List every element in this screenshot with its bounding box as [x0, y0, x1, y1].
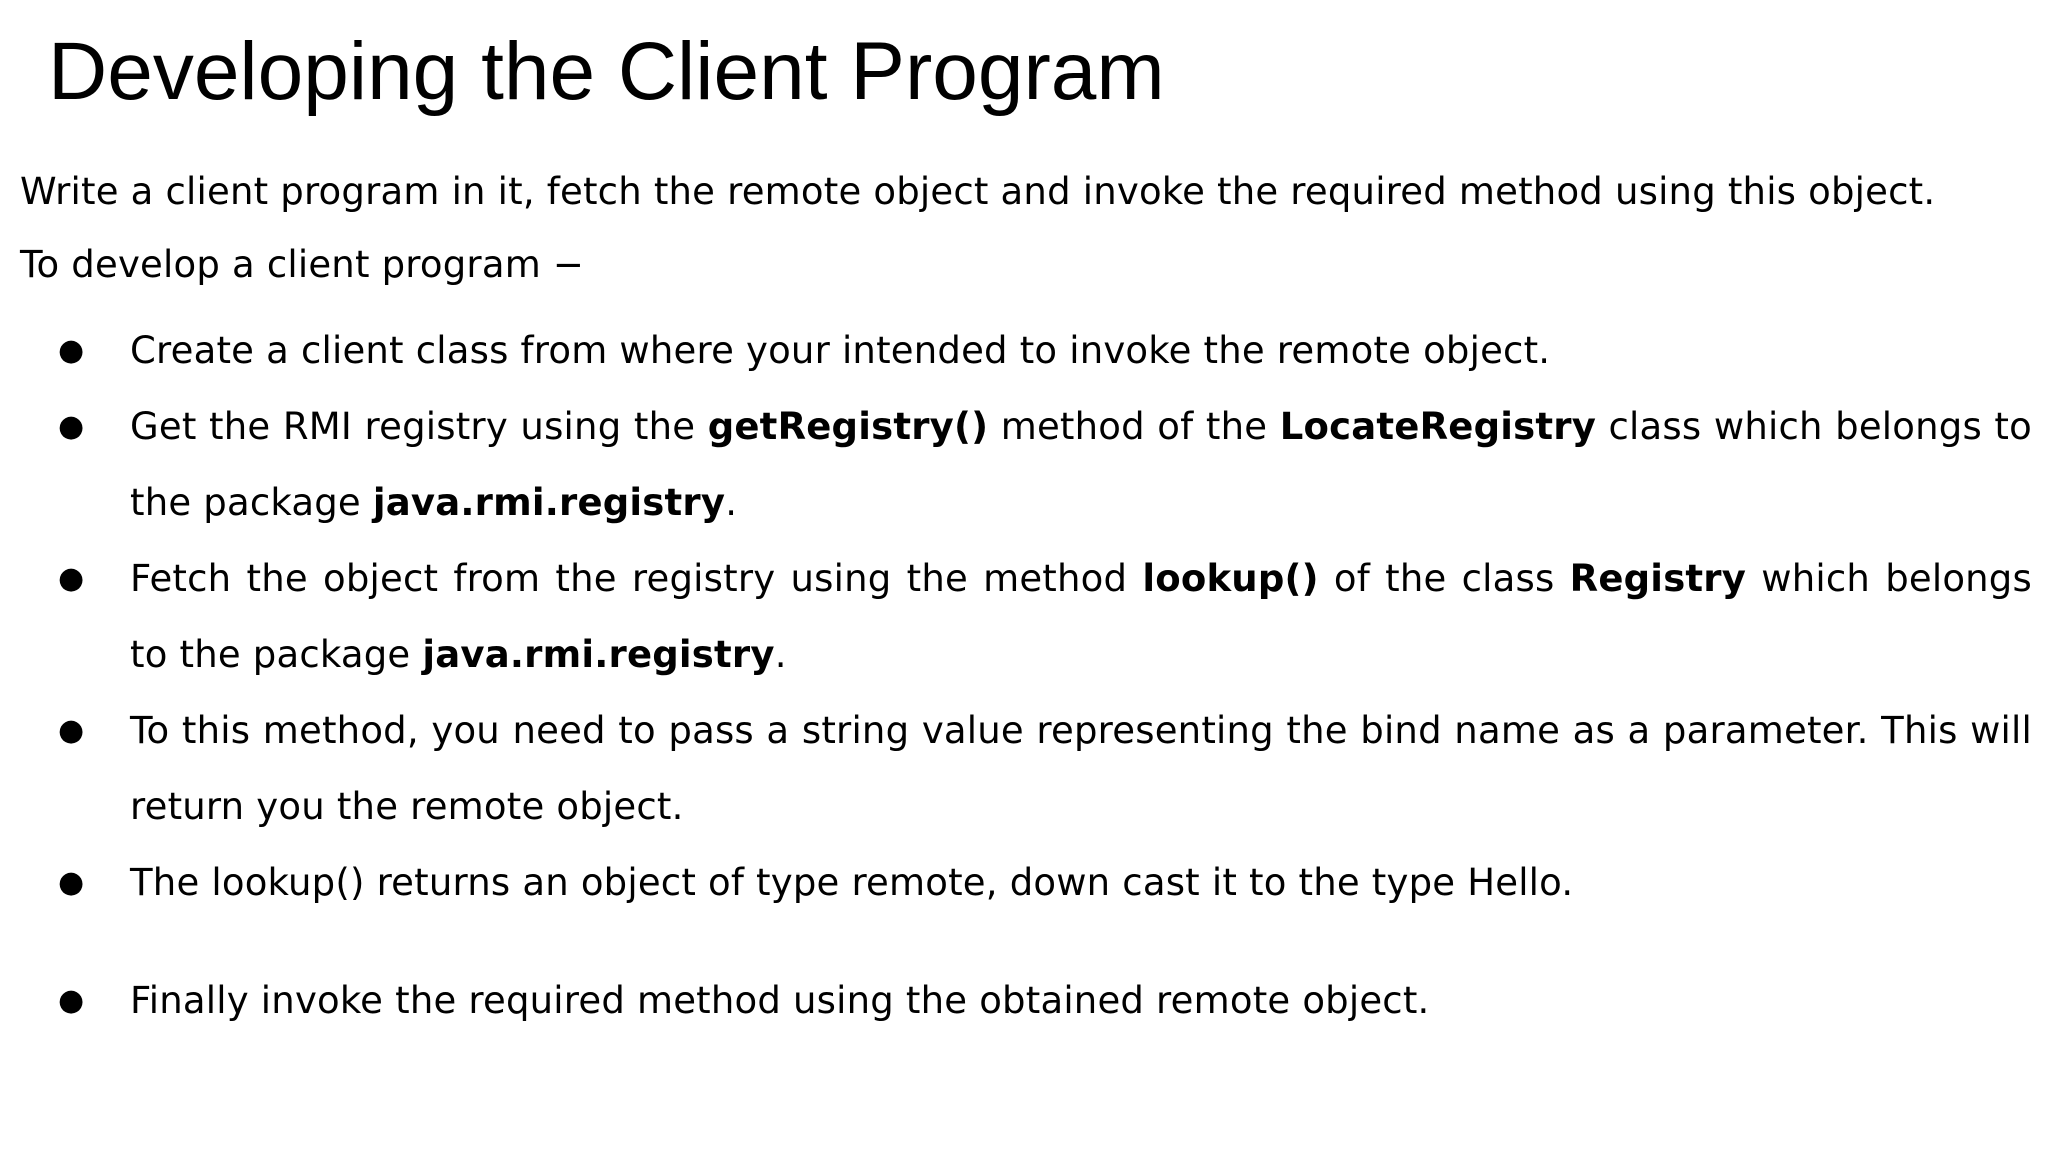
bullet-text: Finally invoke the required method using the obtained remote object.	[130, 979, 1430, 1022]
bullet-text: To this method, you need to pass a string value representing the bind name as a parameter. This will return you the remote object.	[130, 709, 2032, 828]
bold-term: Registry	[1569, 557, 1747, 600]
intro-paragraph: Write a client program in it, fetch the remote object and invoke the required method using this object.	[20, 170, 1936, 213]
bullet-icon: ●	[58, 561, 85, 596]
bold-term: java.rmi.registry	[422, 633, 775, 676]
bullet-icon: ●	[58, 983, 85, 1018]
bullet-text: class which belongs to the package	[130, 405, 2032, 524]
bullet-text: method of the	[988, 405, 1280, 448]
bullet-icon: ●	[58, 333, 85, 368]
bullet-text: which belongs to the package	[130, 557, 2032, 676]
bold-term: lookup()	[1142, 557, 1319, 600]
bullet-list	[0, 313, 2048, 1039]
list-item	[0, 963, 2048, 1039]
bold-term: LocateRegistry	[1279, 405, 1597, 448]
bullet-text: of the class	[1318, 557, 1570, 600]
bullet-text: .	[725, 481, 738, 524]
bullet-text: .	[774, 633, 787, 676]
bullet-icon: ●	[58, 865, 85, 900]
list-item	[0, 845, 2048, 921]
page-title: Developing the Client Program	[48, 26, 1165, 117]
bullet-icon: ●	[58, 409, 85, 444]
bullet-text: Fetch the object from the registry using the method	[130, 557, 1143, 600]
list-item	[0, 541, 2048, 693]
bullet-text: Create a client class from where your intended to invoke the remote object.	[130, 329, 1551, 372]
bullet-icon: ●	[58, 713, 85, 748]
bold-term: getRegistry()	[707, 405, 989, 448]
bold-term: java.rmi.registry	[372, 481, 726, 524]
list-item	[0, 693, 2048, 845]
list-item	[0, 313, 2048, 389]
list-item	[0, 389, 2048, 541]
bullet-text: The lookup() returns an object of type remote, down cast it to the type Hello.	[130, 861, 1574, 904]
bullet-text: Get the RMI registry using the	[130, 405, 708, 448]
intro-lead-in: To develop a client program −	[20, 243, 585, 286]
